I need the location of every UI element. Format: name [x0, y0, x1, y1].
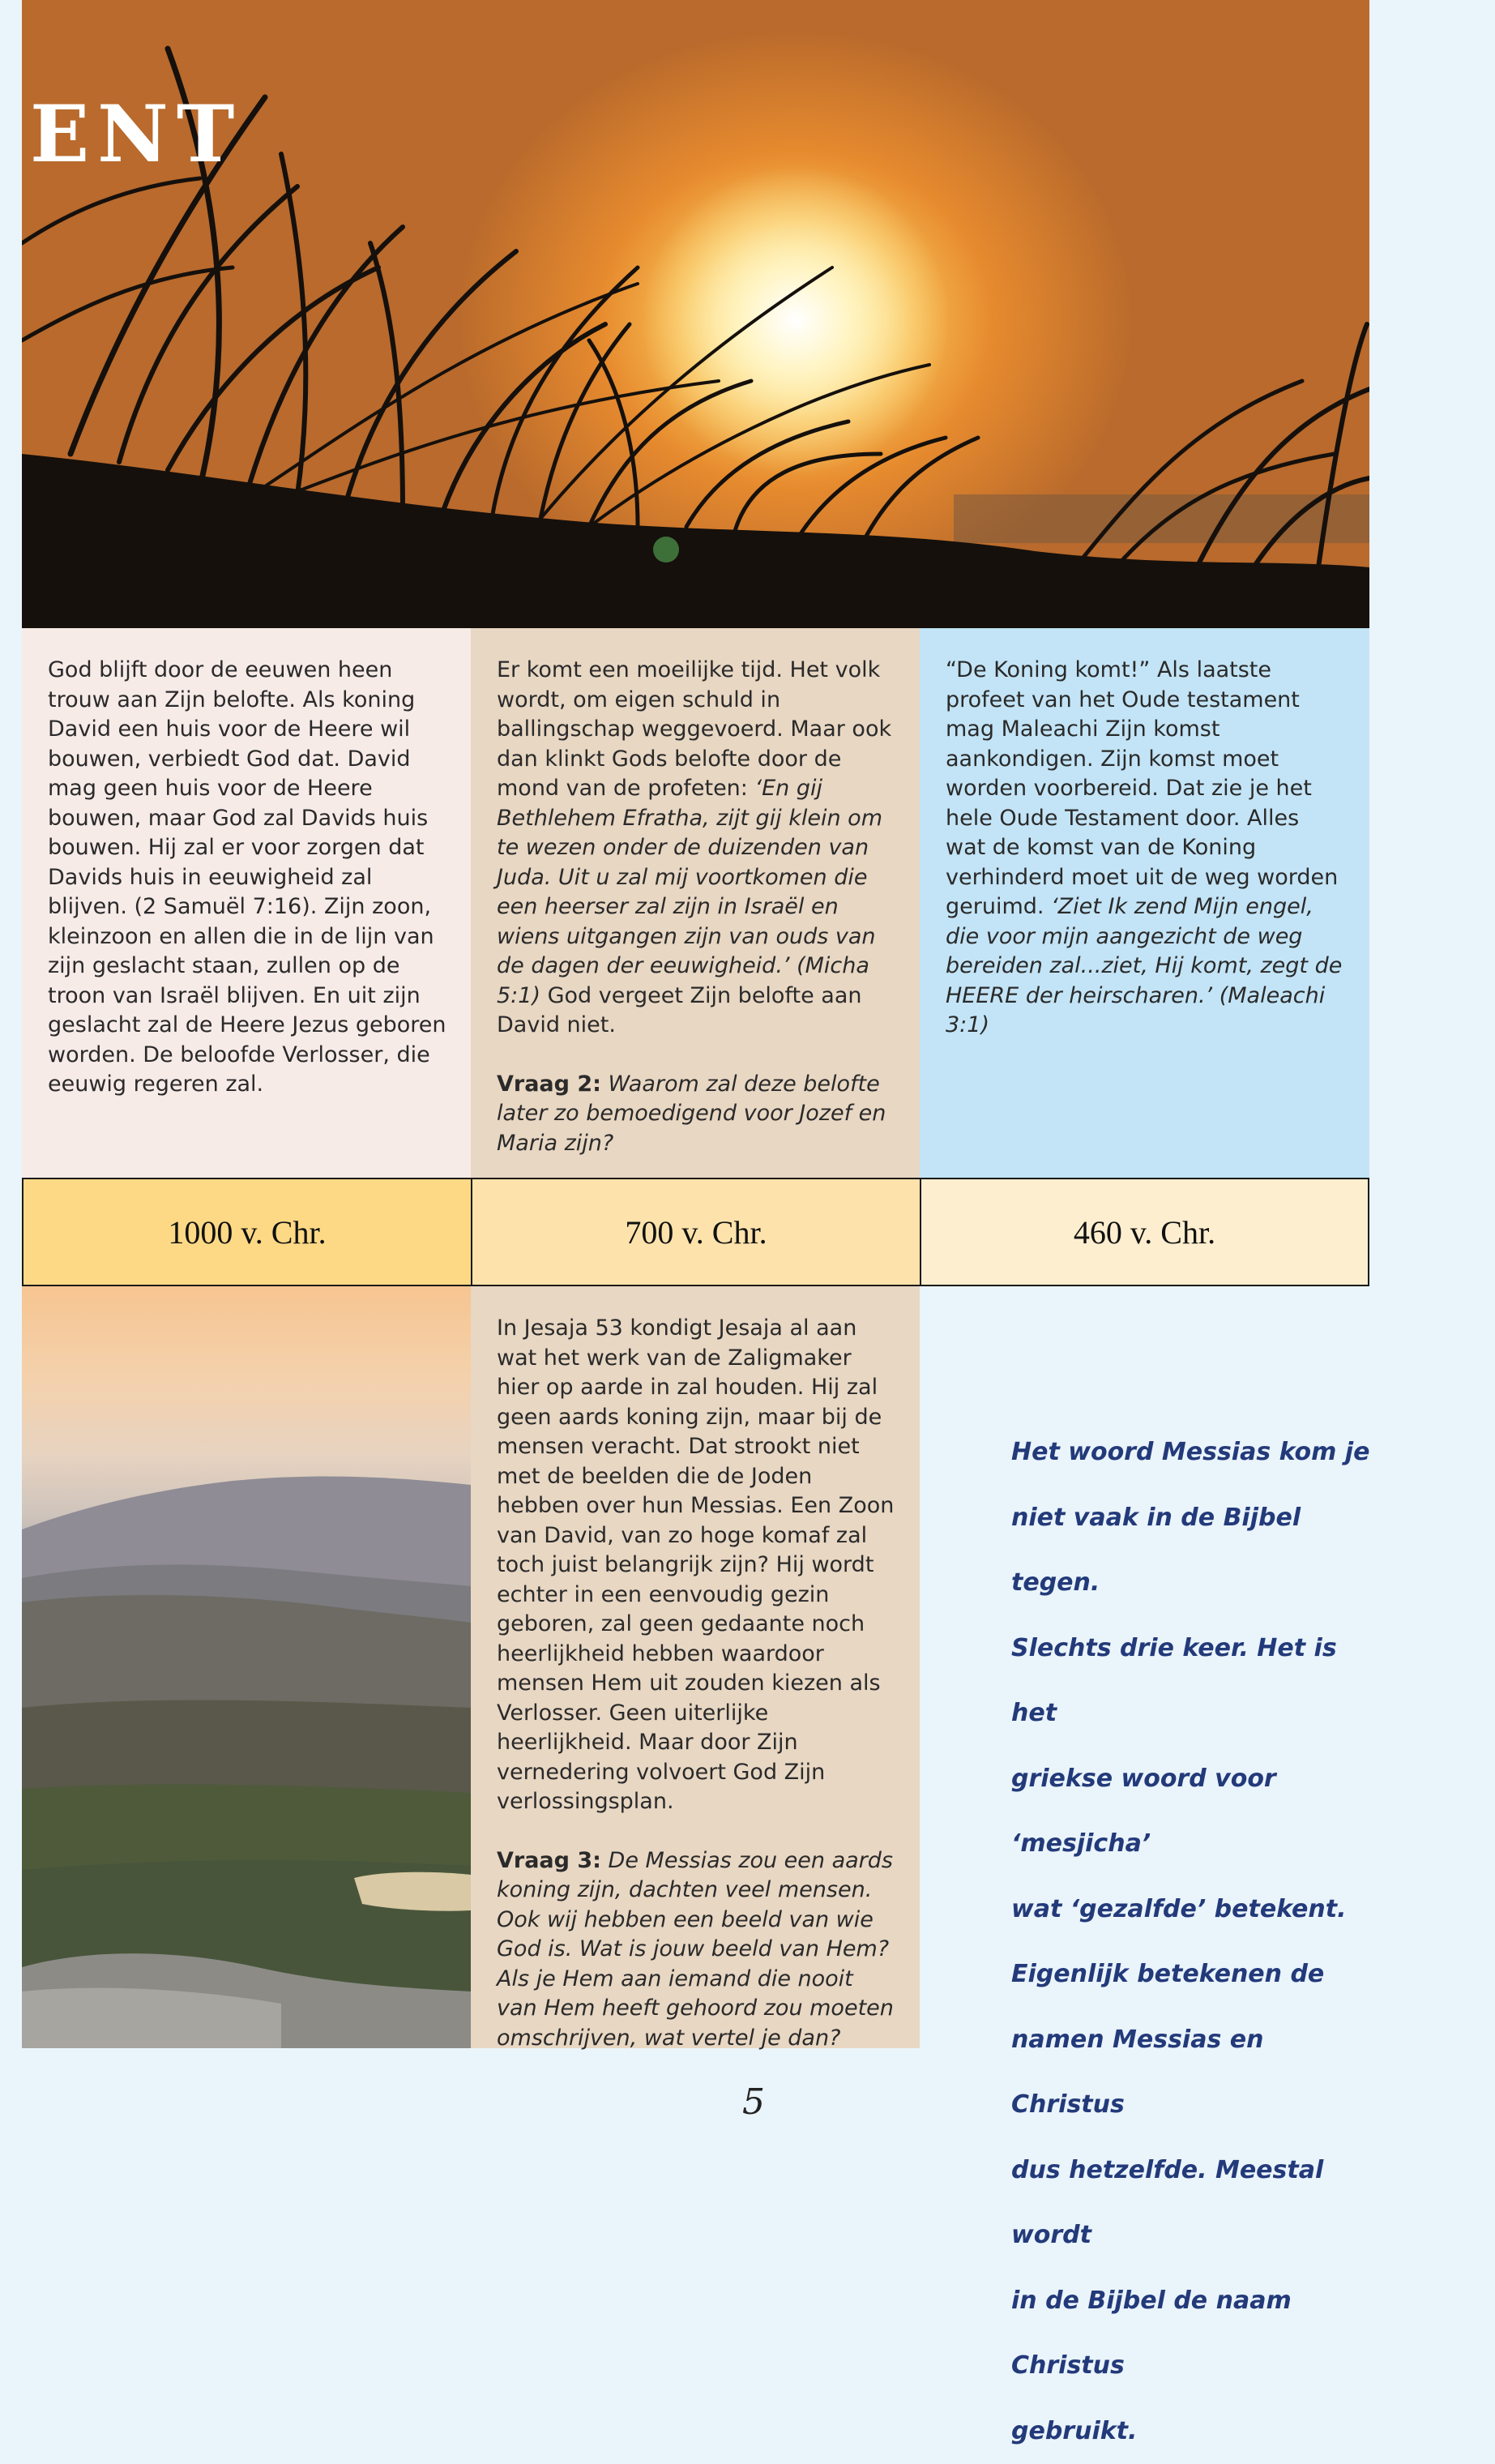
- quote-line: namen Messias en Christus: [1011, 2008, 1384, 2138]
- column1-text: God blijft door de eeuwen heen trouw aan Zijn belofte. Als koning David een huis voor de Heere wil bouwen, verbiedt God dat. David mag geen huis voor de Heere bouwen, maar God zal Davids huis bouwen. Hij zal er voor zorgen dat Davids huis in eeuwigheid zal blijven. (2 Samuël 7:16). Zijn zoon, kleinzoon en allen die in de lijn van zijn geslacht staan, zullen op de troon van Israël blijven. En uit zijn geslacht zal de Heere Jezus geboren worden. De beloofde Verlosser, die eeuwig regeren zal.: [48, 656, 446, 1100]
- quote-line: Eigenlijk betekenen de: [1011, 1942, 1384, 2008]
- quote-line: wat ‘gezalfde’ betekent.: [1011, 1877, 1384, 1943]
- text-column-jesaja: [471, 1286, 920, 2048]
- page-number: 5: [713, 2081, 794, 2123]
- hero-title: ENT: [30, 96, 242, 173]
- column2-intro: Er komt een moeilijke tijd. Het volk wordt, om eigen schuld in ballingschap weggevoerd. Maar ook dan klinkt Gods belofte door de mond van de profeten:: [497, 657, 891, 801]
- column3-scripture: ‘Ziet Ik zend Mijn engel, die voor mijn aangezicht de weg bereiden zal...ziet, Hij komt, zegt de HEERE der heirscharen.’ (Maleachi 3:1): [946, 894, 1342, 1037]
- quote-line: Het woord Messias kom je: [1011, 1420, 1384, 1486]
- column4-text: In Jesaja 53 kondigt Jesaja al aan wat het werk van de Zaligmaker hier op aarde in zal houden. Hij zal geen aards koning zijn, maar bij de mensen veracht. Dat strookt niet met de beelden die de Joden hebben over hun Messias. Een Zoon van David, van zo hoge komaf zal toch juist belangrijk zijn? Hij wordt echter in een eenvoudig gezin geboren, zal geen gedaante noch heerlijkheid hebben waardoor mensen Hem uit zouden kiezen als Verlosser. Geen uiterlijke heerlijkheid. Maar door Zijn vernedering volvoert God Zijn verlossingsplan.: [497, 1314, 895, 1817]
- text-column-700bc: [471, 628, 920, 1178]
- column2-outro: God vergeet Zijn belofte aan David niet.: [497, 983, 861, 1038]
- messias-sidebar-quote: [1011, 1420, 1384, 2464]
- timeline-cell-460: 460 v. Chr.: [920, 1178, 1369, 1286]
- question-3: [497, 1846, 895, 2054]
- question-2-text: Waarom zal deze belofte later zo bemoedigend voor Jozef en Maria zijn?: [497, 1072, 886, 1156]
- landscape-graphic: [22, 1286, 471, 2048]
- hero-sunset-photo: [22, 0, 1369, 628]
- timeline-cell-700: 700 v. Chr.: [471, 1178, 921, 1286]
- quote-line: Slechts drie keer. Het is het: [1011, 1616, 1384, 1747]
- quote-line: in de Bijbel de naam Christus: [1011, 2269, 1384, 2399]
- question-2-label: Vraag 2:: [497, 1072, 601, 1097]
- question-2: [497, 1070, 895, 1159]
- landscape-photo: [22, 1286, 471, 2048]
- question-3-text: De Messias zou een aards koning zijn, dachten veel mensen. Ook wij hebben een beeld van wie God is. Wat is jouw beeld van Hem? Als je Hem aan iemand die nooit van Hem heeft gehoord zou moeten omschrijven, wat vertel je dan?: [497, 1848, 894, 2051]
- quote-line: gebruikt.: [1011, 2399, 1384, 2464]
- timeline-cell-1000: 1000 v. Chr.: [22, 1178, 472, 1286]
- column3-intro: “De Koning komt!” Als laatste profeet van het Oude testament mag Maleachi Zijn komst aankondigen. Zijn komst moet worden voorbereid. Dat zie je het hele Oude Testament door. Alles wat de komst van de Koning verhinderd moet uit de weg worden geruimd.: [946, 657, 1338, 919]
- column2-paragraph: [497, 656, 895, 1041]
- question-3-label: Vraag 3:: [497, 1848, 601, 1873]
- column2-scripture: ‘En gij Bethlehem Efratha, zijt gij klein om te wezen onder de duizenden van Juda. Uit u zal mij voortkomen die een heerser zal zijn in Israël en wiens uitgangen zijn van ouds van de dagen der eeuwigheid.’ (Micha 5:1): [497, 776, 882, 1008]
- text-column-1000bc: [22, 628, 471, 1178]
- quote-line: niet vaak in de Bijbel tegen.: [1011, 1486, 1384, 1616]
- text-column-460bc: [920, 628, 1369, 1178]
- column3-paragraph: [946, 656, 1345, 1041]
- quote-line: griekse woord voor ‘mesjicha’: [1011, 1747, 1384, 1877]
- quote-line: dus hetzelfde. Meestal wordt: [1011, 2138, 1384, 2269]
